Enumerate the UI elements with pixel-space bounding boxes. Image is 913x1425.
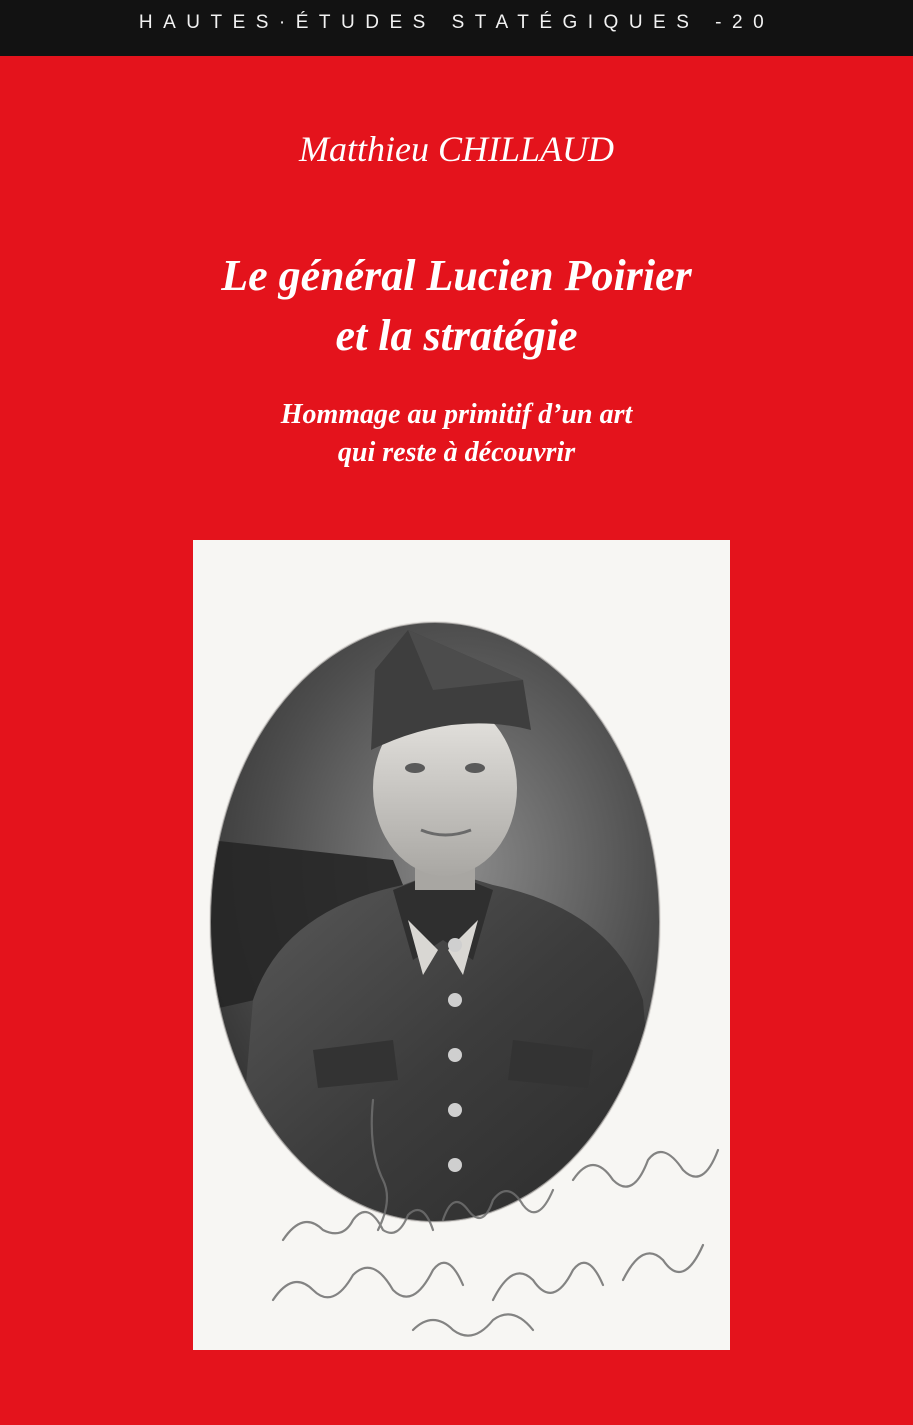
portrait-photo bbox=[193, 540, 730, 1350]
series-label: HAUTES·ÉTUDES STATÉGIQUES -20 bbox=[138, 12, 775, 33]
book-title bbox=[0, 246, 913, 366]
subtitle-line-2: qui reste à découvrir bbox=[337, 437, 576, 468]
title-line-1: Le général Lucien Poirier bbox=[221, 251, 692, 300]
subtitle-line-1: Hommage au primitif d’un art bbox=[280, 399, 633, 430]
author-first-name: Matthieu bbox=[298, 129, 429, 169]
portrait-photo-card bbox=[193, 540, 730, 1350]
series-banner bbox=[0, 0, 913, 56]
book-subtitle bbox=[0, 396, 913, 472]
oval-portrait bbox=[193, 600, 730, 1260]
author-surname: CHILLAUD bbox=[437, 129, 614, 169]
author-name bbox=[0, 124, 913, 174]
title-line-2: et la stratégie bbox=[335, 311, 578, 360]
